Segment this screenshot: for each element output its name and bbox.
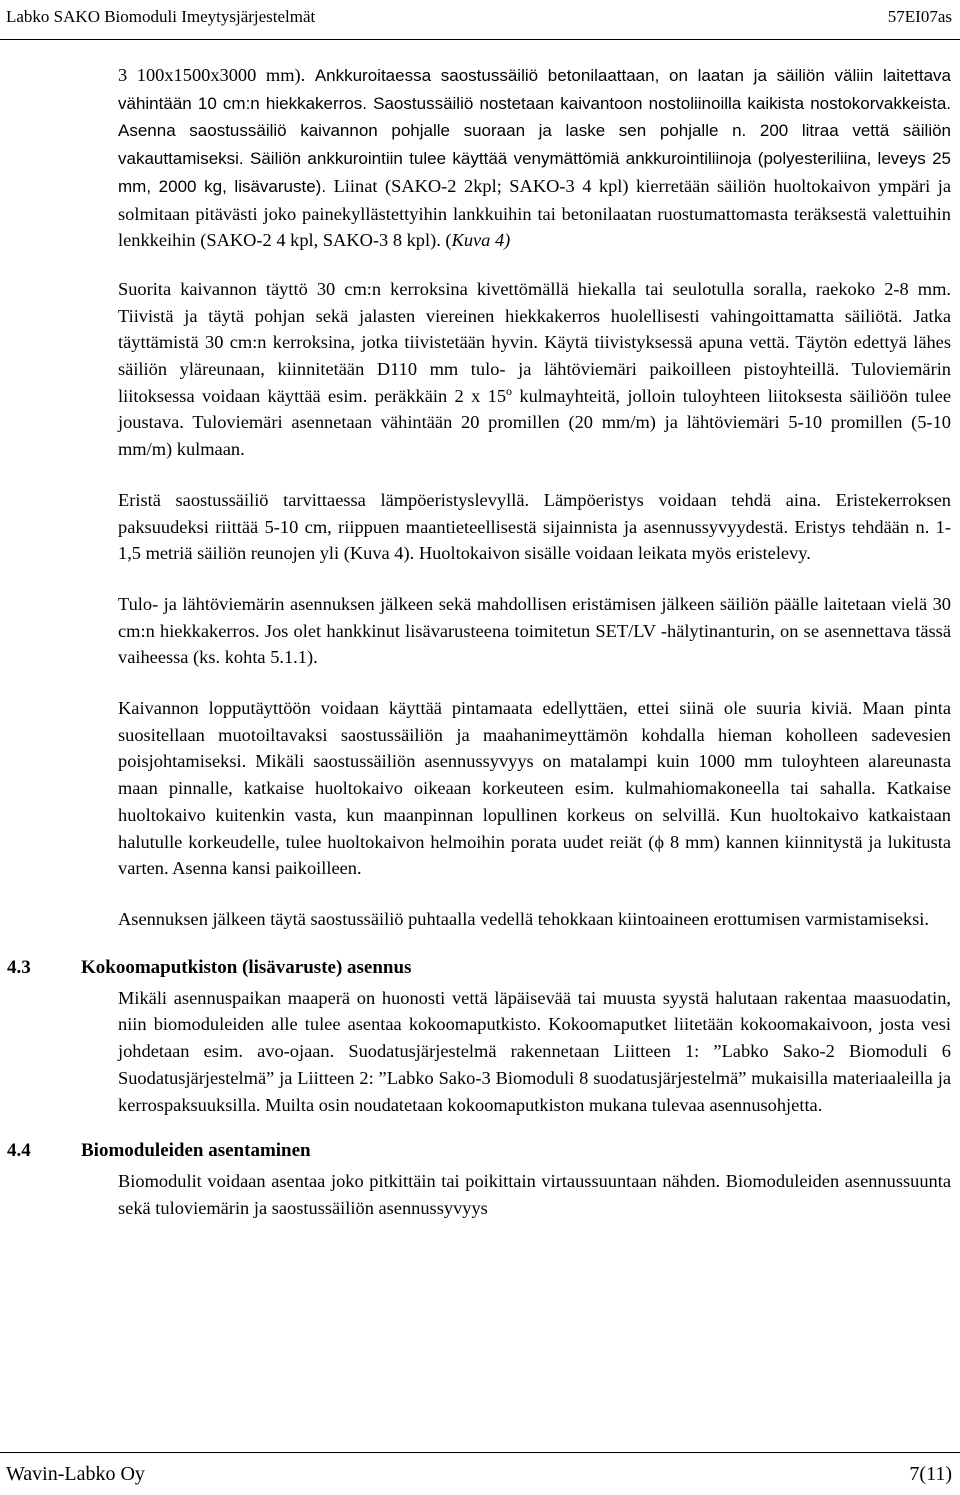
company-name: Wavin-Labko Oy	[6, 1463, 145, 1485]
section-heading-4-3	[7, 953, 951, 983]
degree-superscript: o	[506, 383, 513, 398]
document-code: 57EI07as	[887, 7, 952, 26]
paragraph-final-fill: Kaivannon lopputäyttöön voidaan käyttää pintamaata edellyttäen, ettei siinä ole suuria kiviä. Maan pinta suositellaan muotoiltavaksi saostussäiliön ja maahanimeyttämön kohdalla hieman koholleen sadevesien poisjohtamiseksi. Mikäli saostussäiliön asennussyvyys on matalampi kuin 1000 mm tuloyhteen alareunasta maan pinnalle, katkaise huoltokaivo oikeaan korkeuteen esim. kulmahiomakoneella tai sahalla. Katkaise huoltokaivo kuitenkin vasta, kun maanpinnan lopullinen korkeus on selvillä. Kun huoltokaivo katkaistaan halutulle korkeudelle, tulee huoltokaivon helmoihin porata uudet reiät (ϕ 8 mm) kannen kiinnitystä ja lukitusta varten. Asenna kansi paikoilleen.	[118, 698, 951, 879]
paragraph-anchoring	[118, 62, 951, 254]
paragraph-sand-layer: Tulo- ja lähtöviemärin asennuksen jälkeen sekä mahdollisen eristämisen jälkeen säiliön päälle laitetaan vielä 30 cm:n hiekkakerros. Jos olet hankkinut lisävarusteena toimitetun SET/LV -hälytinanturin, on se asennettava tässä vaiheessa (ks. kohta 5.1.1).	[118, 593, 951, 668]
section-number: 4.4	[7, 1140, 31, 1162]
paragraph-text-sans: Ankkuroitaessa saostussäiliö betonilaattaan, on laatan ja säiliön väliin laitettava vähintään 10 cm:n hiekkakerros. Saostussäiliö nostetaan kaivantoon nostoliinoilla kaikista nostokorvakkeista. Asenna saostussäiliö kaivannon pohjalle suoraan ja laske sen pohjalle n. 200 litraa vettä säiliön vakauttamiseksi. Säiliön ankkurointiin tulee käyttää venymättömiä ankkurointiliinoja (polyesteriliina, leveys 25 mm, 2000 kg, lisävaruste).	[118, 66, 951, 196]
paragraph-text: kulmayhteitä, jolloin tuloyhteen liitoksesta säiliöön tulee joustava. Tuloviemäri asennetaan vähintään 20 promillen (20 mm/m) ja lähtöviemäri 5-10 promillen (5-10 mm/m) kulmaan.	[118, 385, 951, 460]
paragraph-backfill	[118, 276, 951, 463]
page-header	[0, 0, 960, 40]
figure-reference: Kuva 4)	[451, 230, 511, 251]
document-title: Labko SAKO Biomoduli Imeytysjärjestelmät	[6, 7, 316, 26]
section-title: Kokoomaputkiston (lisävaruste) asennus	[81, 956, 412, 978]
section-text-4-4: Biomodulit voidaan asentaa joko pitkittäin tai poikittain virtaussuuntaan nähden. Biomoduleiden asennussuunta sekä tuloviemärin ja saostussäiliön asennussyvyys	[118, 1171, 951, 1218]
paragraph-text: Suorita kaivannon täyttö 30 cm:n kerroksina kivettömällä hiekalla tai seulotulla soralla, raekoko 2-8 mm. Tiivistä ja täytä pohjan sekä jalasten viereinen hiekkakerros huolellisesti vahingoittamatta säiliötä. Jatka täyttämistä 30 cm:n kerroksina, jotka tiivistetään hyvin. Käytä tiivistyksessä apuna vettä. Täytön edettyä lähes säiliön yläreunaan, kiinnitetään D110 mm tulo- ja lähtöviemäri paikoilleen pistoyhteillä. Tuloviemärin liitoksessa voidaan käyttää esim. peräkkäin 2 x 15	[118, 278, 951, 406]
page-content	[7, 62, 951, 1222]
section-number: 4.3	[7, 956, 31, 978]
paragraph-insulation: Eristä saostussäiliö tarvittaessa lämpöeristyslevyllä. Lämpöeristys voidaan tehdä aina. Eristekerroksen paksuudeksi riittää 5-10 cm, riippuen maantieteellisestä sijainnista ja asennussyvyydestä. Eristys tehdään n. 1-1,5 metriä säiliön reunojen yli (Kuva 4). Huoltokaivon sisälle voidaan leikata myös eristelevy.	[118, 489, 951, 564]
paragraph-text: Liinat (SAKO-2 2kpl; SAKO-3 4 kpl) kierretään säiliön huoltokaivon ympäri ja solmitaan pitävästi joko painekyllästettyihin lankkuihin tai betonilaatan ruostumattomasta teräksestä valettuihin lenkkeihin (SAKO-2 4 kpl, SAKO-3 8 kpl). (	[118, 175, 951, 251]
page-footer	[0, 1452, 960, 1495]
section-text-4-3: Mikäli asennuspaikan maaperä on huonosti vettä läpäisevää tai muusta syystä halutaan rakentaa maasuodatin, niin biomoduleiden alle tulee asentaa kokoomaputkisto. Kokoomaputket liitetään kokoomakaivoon, josta vesi johdetaan esim. avo-ojaan. Suodatusjärjestelmä rakennetaan Liitteen 1: ”Labko Sako-2 Biomoduli 6 Suodatusjärjestelmä” ja Liitteen 2: ”Labko Sako-3 Biomoduli 8 suodatusjärjestelmä” mukaisilla materiaaleilla ja kerrospaksuuksilla. Muilta osin noudatetaan kokoomaputkiston mukana tulevaa asennusohjetta.	[118, 987, 951, 1115]
paragraph-text: 3 100x1500x3000 mm).	[118, 65, 315, 85]
page-number: 7(11)	[909, 1463, 952, 1485]
section-heading-4-4	[7, 1136, 951, 1166]
section-title: Biomoduleiden asentaminen	[81, 1140, 311, 1162]
paragraph-fill-water: Asennuksen jälkeen täytä saostussäiliö puhtaalla vedellä tehokkaan kiintoaineen erottumisen varmistamiseksi.	[118, 908, 930, 929]
